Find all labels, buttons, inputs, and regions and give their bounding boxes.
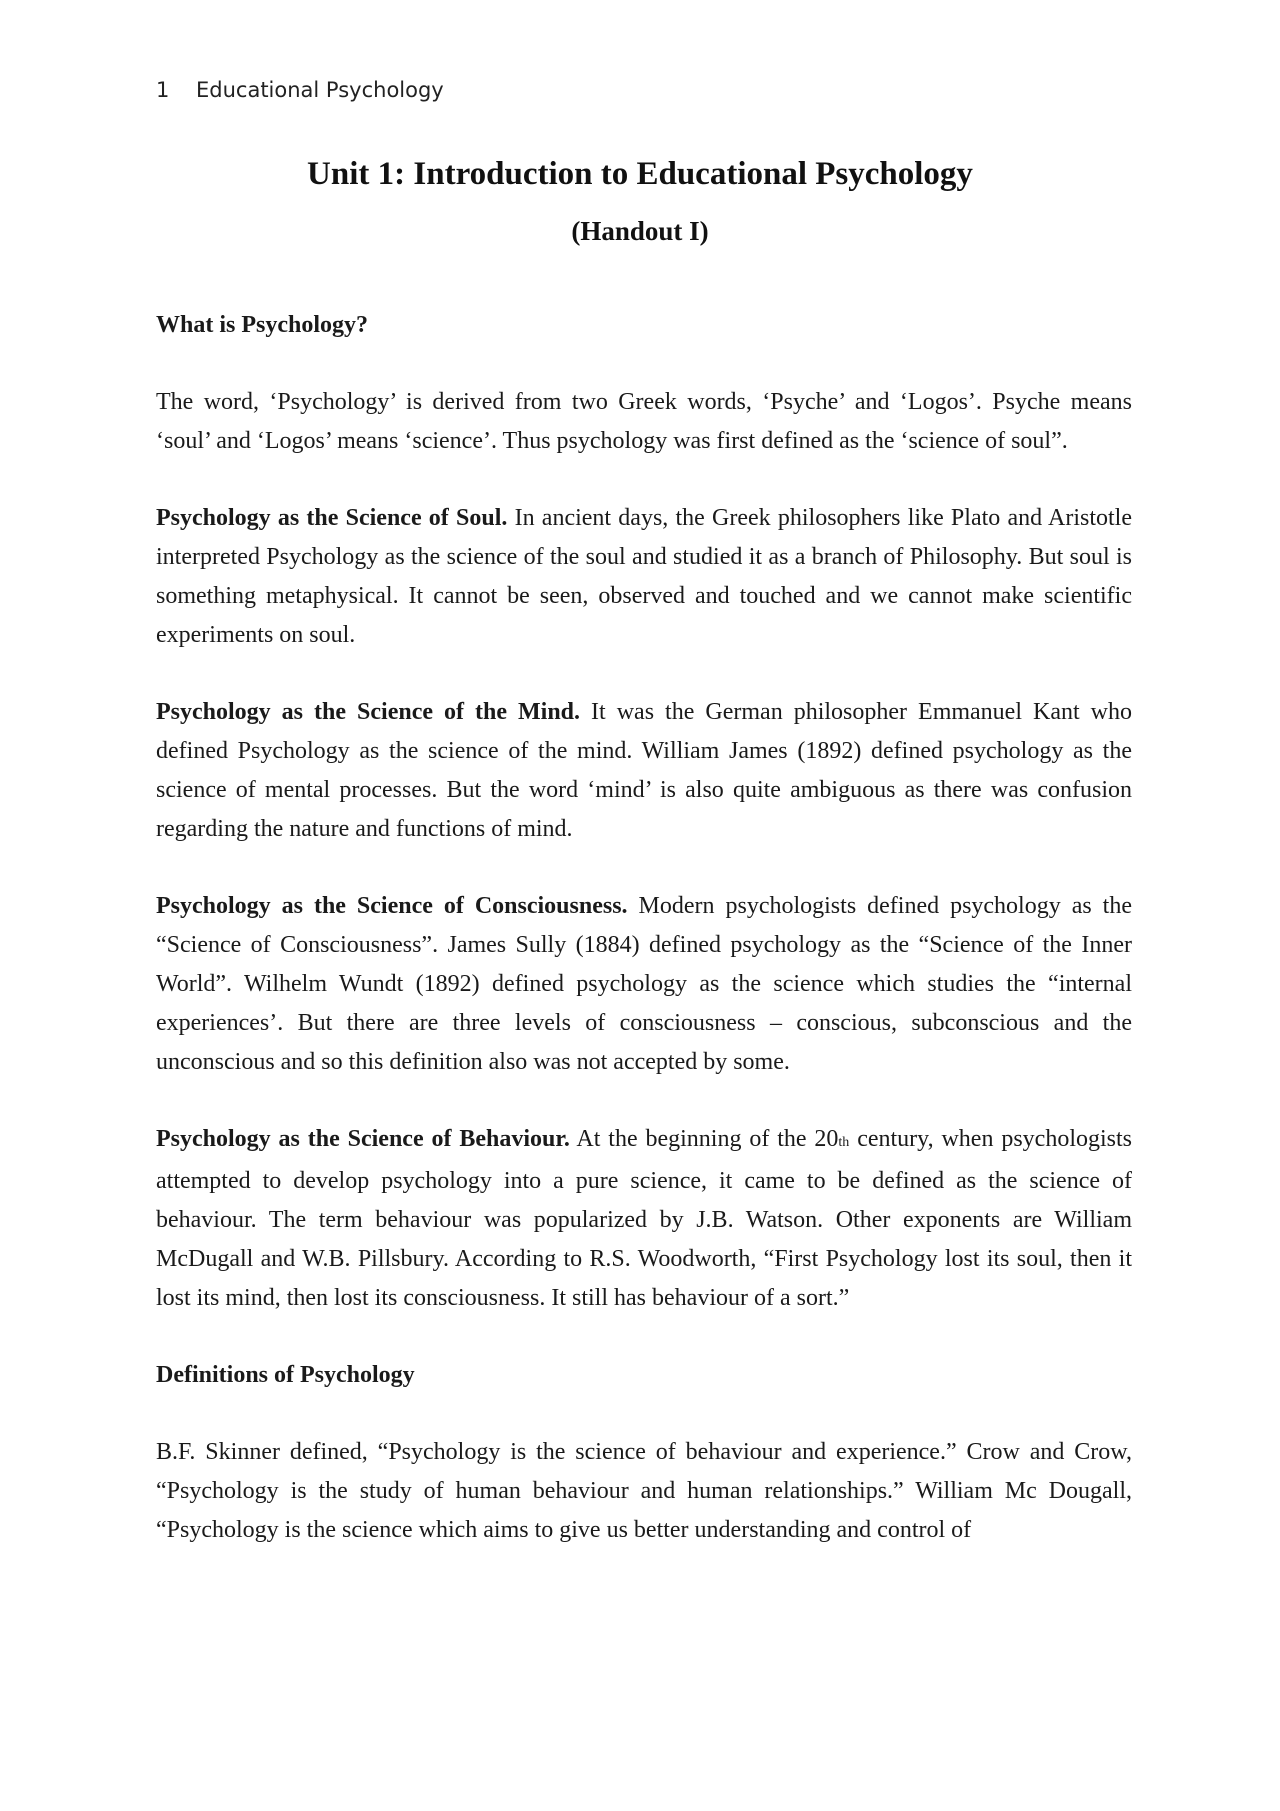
text-science-of-consciousness: Modern psychologists defined psychology as the “Science of Consciousness”. James Sully (1884) defined psychology as the “Science of the Inner World”. Wilhelm Wundt (1892) defined psychology as the science which studies the “internal experiences’. But there are three levels of consciousness – conscious, subconscious and the unconscious and so this definition also was not accepted by some. [156,893,1132,1075]
section-heading-definitions: Definitions of Psychology [156,1362,415,1388]
running-title: Educational Psychology [196,78,444,102]
lead-science-of-mind: Psychology as the Science of the Mind. [156,699,581,725]
text-science-of-mind: It was the German philosopher Emmanuel Kant who defined Psychology as the science of the mind. William James (1892) defined psychology as the science of mental processes. But the word ‘mind’ is also quite ambiguous as there was confusion regarding the nature and functions of mind. [156,699,1133,842]
text-science-of-behaviour-after: century, when psychologists attempted to develop psychology into a pure science, it came to be defined as the science of behaviour. The term behaviour was popularized by J.B. Watson. Other exponents are William McDugall and W.B. Pillsbury. According to R.S. Woodworth, “First Psychology lost its soul, then it lost its mind, then lost its consciousness. It still has behaviour of a sort.” [156,1126,1133,1311]
text-science-of-behaviour-before: At the beginning of the 20 [569,1126,839,1152]
ordinal-suffix: th [838,1135,850,1150]
section-heading-what-is-psychology: What is Psychology? [156,312,369,338]
paragraph-science-of-consciousness [156,887,1132,1082]
lead-science-of-soul: Psychology as the Science of Soul. [156,505,508,531]
running-header [156,78,444,102]
text-science-of-soul: In ancient days, the Greek philosophers like Plato and Aristotle interpreted Psychology as the science of the soul and studied it as a branch of Philosophy. But soul is something metaphysical. It cannot be seen, observed and touched and we cannot make scientific experiments on soul. [156,505,1132,648]
paragraph-science-of-behaviour [156,1120,1132,1318]
paragraph-science-of-mind [156,693,1132,849]
document-subtitle: (Handout I) [571,216,709,246]
lead-science-of-consciousness: Psychology as the Science of Consciousness. [156,893,628,919]
lead-science-of-behaviour: Psychology as the Science of Behaviour. [156,1126,570,1152]
document-title: Unit 1: Introduction to Educational Psychology [307,156,973,192]
document-body [156,306,1132,1588]
page-number: 1 [156,78,170,102]
paragraph-what-is-psychology: The word, ‘Psychology’ is derived from two Greek words, ‘Psyche’ and ‘Logos’. Psyche means ‘soul’ and ‘Logos’ means ‘science’. Thus psychology was first defined as the ‘science of soul”. [156,389,1132,454]
paragraph-definitions: B.F. Skinner defined, “Psychology is the science of behaviour and experience.” Crow and Crow, “Psychology is the study of human behaviour and human relationships.” William Mc Dougall, “Psychology is the science which aims to give us better understanding and control of [156,1439,1132,1543]
paragraph-science-of-soul [156,499,1132,655]
